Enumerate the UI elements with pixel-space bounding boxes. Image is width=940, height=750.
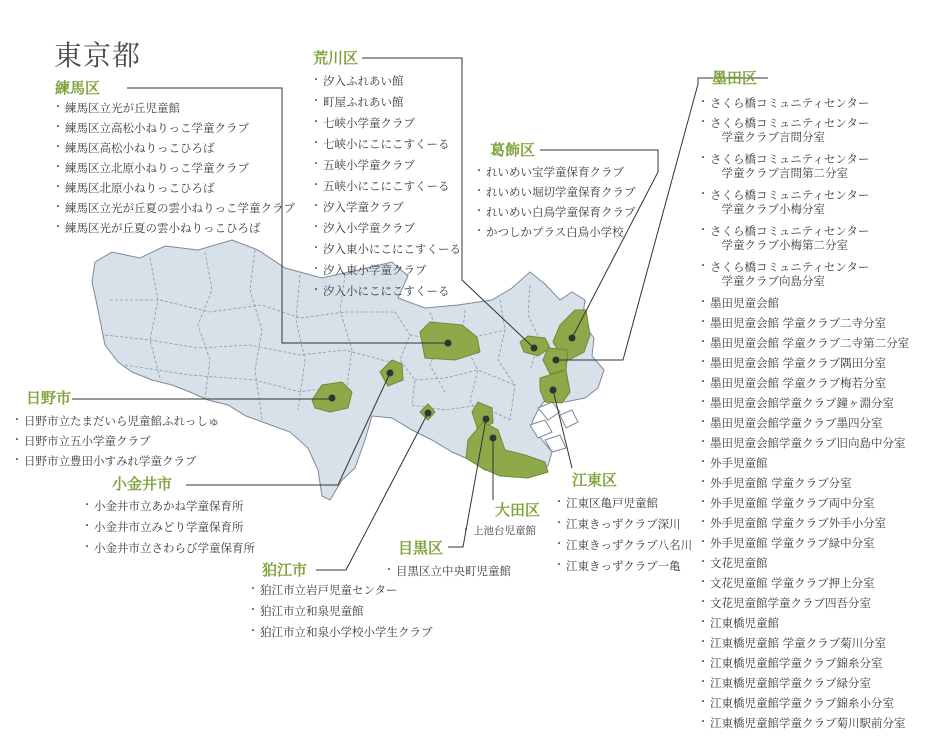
list-item: ・ 外手児童館 xyxy=(700,456,909,470)
list-item: ・ 練馬区立高松小ねりっこ学童クラブ xyxy=(55,121,295,135)
list-item: ・ 江東橋児童館 学童クラブ菊川分室 xyxy=(700,636,909,650)
list-item: ・ 江東橋児童館学童クラブ緑分室 xyxy=(700,676,909,690)
arakawa-section xyxy=(313,48,461,305)
list-item: ・ 文花児童館学童クラブ四吾分室 xyxy=(700,596,909,610)
koto-list xyxy=(556,496,692,573)
list-item: ・ さくら橋コミュニティセンター 学童クラブ小梅分室 xyxy=(700,188,909,216)
list-item: ・ 練馬区北原小ねりっこひろば xyxy=(55,181,295,195)
nerima-title: 練馬区 xyxy=(55,79,101,97)
arakawa-title: 荒川区 xyxy=(313,49,359,67)
list-item: ・ 外手児童館 学童クラブ両中分室 xyxy=(700,496,909,510)
list-item: ・ さくら橋コミュニティセンター 学童クラブ言問第二分室 xyxy=(700,152,909,180)
list-item: ・ 江東きっずクラブ八名川 xyxy=(556,538,692,552)
list-item: ・ 練馬区立光が丘夏の雲小ねりっこ学童クラブ xyxy=(55,201,295,215)
arakawa-list xyxy=(313,74,461,298)
komae-title: 狛江市 xyxy=(262,561,308,579)
sumida-title: 墨田区 xyxy=(712,69,758,87)
list-item: ・ 外手児童館 学童クラブ緑中分室 xyxy=(700,536,909,550)
list-item: ・ さくら橋コミュニティセンター xyxy=(700,96,909,110)
list-item: ・ 練馬区立北原小ねりっこ学童クラブ xyxy=(55,161,295,175)
koganei-list xyxy=(84,499,255,555)
list-item: ・ 墨田児童会館学童クラブ墨四分室 xyxy=(700,416,909,430)
list-item: ・ 日野市立豊田小すみれ学童クラブ xyxy=(14,454,220,468)
list-item: ・ 墨田児童会館学童クラブ旧向島中分室 xyxy=(700,436,909,450)
list-item: ・ 小金井市立みどり学童保育所 xyxy=(84,520,255,534)
list-item: ・ 日野市立五小学童クラブ xyxy=(14,434,220,448)
list-item: ・ 墨田児童会館 学童クラブ二寺第二分室 xyxy=(700,336,909,350)
katsushika-section xyxy=(486,140,636,245)
list-item: ・ 外手児童館 学童クラブ外手小分室 xyxy=(700,516,909,530)
list-item: ・ 江東橋児童館学童クラブ錦糸小分室 xyxy=(700,696,909,710)
list-item: ・ かつしかプラス白鳥小学校 xyxy=(476,225,636,239)
ota-title: 大田区 xyxy=(495,501,541,519)
sumida-section xyxy=(700,68,909,736)
list-item: ・ 墨田児童会館 学童クラブ梅若分室 xyxy=(700,376,909,390)
list-item: ・ 外手児童館 学童クラブ分室 xyxy=(700,476,909,490)
list-item: ・ 七峡小にこにこすくーる xyxy=(313,137,461,151)
list-item: ・ 汐入東小にこにこすくーる xyxy=(313,242,461,256)
list-item: ・ 汐入ふれあい館 xyxy=(313,74,461,88)
list-item: ・ 上池台児童館 xyxy=(463,524,540,538)
list-item: ・ 狛江市立岩戸児童センター xyxy=(250,583,433,597)
list-item: ・ さくら橋コミュニティセンター 学童クラブ向島分室 xyxy=(700,260,909,288)
list-item: ・ れいめい白鳥学童保育クラブ xyxy=(476,205,636,219)
list-item: ・ 文花児童館 xyxy=(700,556,909,570)
list-item: ・ 江東きっずクラブ一亀 xyxy=(556,559,692,573)
list-item: ・ 小金井市立さわらび学童保育所 xyxy=(84,541,255,555)
list-item: ・ 練馬区高松小ねりっこひろば xyxy=(55,141,295,155)
list-item: ・ 汐入東小学童クラブ xyxy=(313,263,461,277)
list-item: ・ 汐入小にこにこすくーる xyxy=(313,284,461,298)
nerima-section xyxy=(55,78,295,241)
list-item: ・ さくら橋コミュニティセンター 学童クラブ小梅第二分室 xyxy=(700,224,909,252)
list-item: ・ 汐入学童クラブ xyxy=(313,200,461,214)
list-item: ・ 江東区亀戸児童館 xyxy=(556,496,692,510)
list-item: ・ 墨田児童会館 学童クラブ隅田分室 xyxy=(700,356,909,370)
koto-title: 江東区 xyxy=(572,471,618,489)
katsushika-title: 葛飾区 xyxy=(490,141,536,159)
katsushika-list xyxy=(476,165,636,239)
list-item: ・ れいめい宝学童保育クラブ xyxy=(476,165,636,179)
meguro-section xyxy=(398,538,511,578)
list-item: ・ 五峡小学童クラブ xyxy=(313,158,461,172)
list-item: ・ 目黒区立中央町児童館 xyxy=(386,564,511,578)
list-item: ・ 七峡小学童クラブ xyxy=(313,116,461,130)
list-item: ・ れいめい堀切学童保育クラブ xyxy=(476,185,636,199)
list-item: ・ 江東橋児童館学童クラブ菊川駅前分室 xyxy=(700,716,909,730)
meguro-list xyxy=(386,564,511,578)
list-item: ・ 狛江市立和泉児童館 xyxy=(250,604,433,618)
komae-list xyxy=(250,583,433,639)
list-item: ・ 汐入小学童クラブ xyxy=(313,221,461,235)
hino-marker xyxy=(329,395,336,402)
koganei-section xyxy=(94,474,255,562)
list-item: ・ 町屋ふれあい館 xyxy=(313,95,461,109)
ota-section xyxy=(473,500,541,538)
list-item: ・ 日野市立たまだいら児童館ふれっしゅ xyxy=(14,414,220,428)
list-item: ・ 五峡小にこにこすくーる xyxy=(313,179,461,193)
meguro-title: 目黒区 xyxy=(398,539,444,557)
list-item: ・ 江東橋児童館 xyxy=(700,616,909,630)
sumida-list xyxy=(700,96,909,730)
list-item: ・ 狛江市立和泉小学校小学生クラブ xyxy=(250,625,433,639)
nerima-list xyxy=(55,101,295,235)
koganei-title: 小金井市 xyxy=(112,475,173,493)
list-item: ・ 江東橋児童館学童クラブ錦糸分室 xyxy=(700,656,909,670)
list-item: ・ 練馬区立光が丘児童館 xyxy=(55,101,295,115)
hino-list xyxy=(14,414,220,468)
list-item: ・ 墨田児童会館 xyxy=(700,296,909,310)
ota-list xyxy=(463,524,540,538)
list-item: ・ 墨田児童会館 学童クラブ二寺分室 xyxy=(700,316,909,330)
hino-section xyxy=(26,388,220,474)
list-item: ・ 練馬区光が丘夏の雲小ねりっこひろば xyxy=(55,221,295,235)
list-item: ・ 小金井市立あかね学童保育所 xyxy=(84,499,255,513)
hino-title: 日野市 xyxy=(26,389,72,407)
list-item: ・ 文花児童館 学童クラブ押上分室 xyxy=(700,576,909,590)
list-item: ・ さくら橋コミュニティセンター 学童クラブ言問分室 xyxy=(700,116,909,144)
list-item: ・ 墨田児童会館学童クラブ鐘ヶ淵分室 xyxy=(700,396,909,410)
list-item: ・ 江東きっずクラブ深川 xyxy=(556,517,692,531)
koto-section xyxy=(566,470,693,580)
page-title: 東京都 xyxy=(54,39,142,72)
